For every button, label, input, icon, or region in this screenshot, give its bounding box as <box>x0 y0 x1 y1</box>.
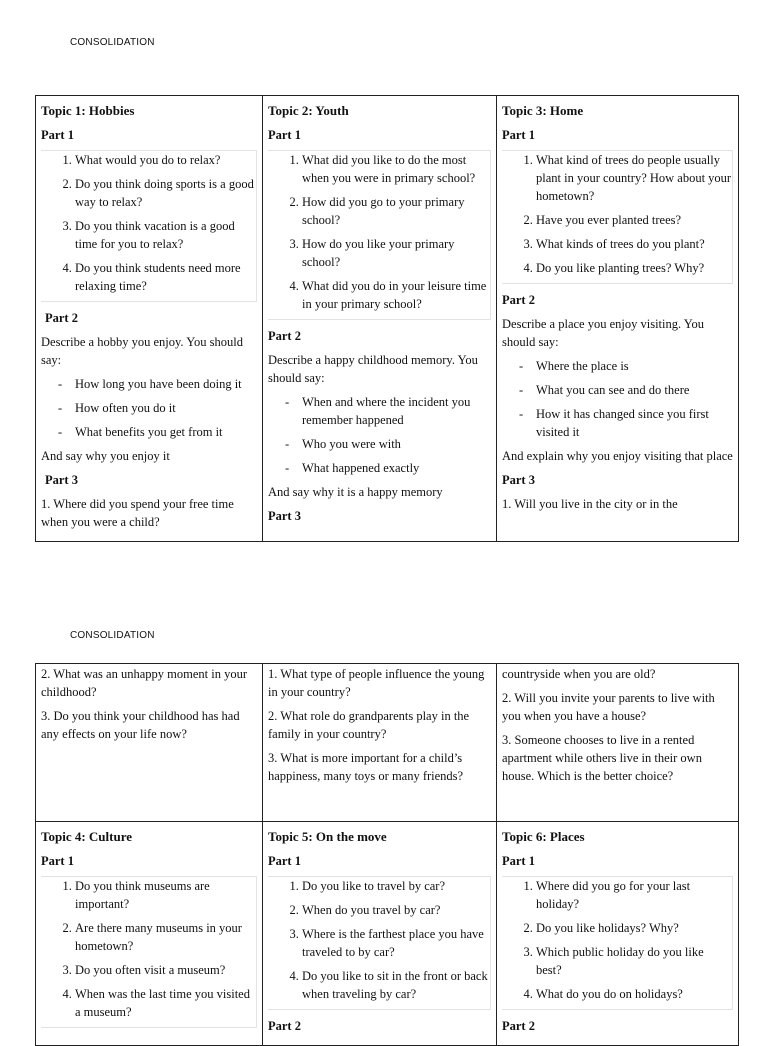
page-header: CONSOLIDATION <box>70 630 155 641</box>
cue-point: - What you can see and do there <box>536 381 733 399</box>
discussion-question: 2. What was an unhappy moment in your childhood? <box>41 667 247 699</box>
question-item: 3. Do you often visit a museum? <box>75 961 256 979</box>
topic-title: Topic 5: On the move <box>268 829 387 844</box>
cue-point: - Who you were with <box>302 435 491 453</box>
question-item: 4. When was the last time you visited a museum? <box>75 985 256 1021</box>
cue-card-prompt: Describe a hobby you enjoy. You should say: <box>41 335 243 367</box>
topics-table-page2 <box>35 663 739 1046</box>
question-item: 2. Have you ever planted trees? <box>536 211 732 229</box>
topic-cell <box>497 822 739 1046</box>
cue-point: - What happened exactly <box>302 459 491 477</box>
question-list <box>502 150 733 284</box>
cue-card-close: And say why it is a happy memory <box>268 485 443 499</box>
topics-table-page1 <box>35 95 739 542</box>
cue-card-points <box>268 393 491 477</box>
cue-card-prompt: Describe a happy childhood memory. You should say: <box>268 353 478 385</box>
cue-card-close: And explain why you enjoy visiting that place <box>502 449 733 463</box>
question-item: 2. How did you go to your primary school? <box>302 193 490 229</box>
question-item: 4. Do you like planting trees? Why? <box>536 259 732 277</box>
continuation-cell <box>36 664 263 822</box>
part-label: Part 2 <box>268 1019 301 1033</box>
part-label: Part 1 <box>41 854 74 868</box>
cue-card-points <box>502 357 733 441</box>
question-item: 3. What kinds of trees do you plant? <box>536 235 732 253</box>
part-label: Part 1 <box>268 854 301 868</box>
topic-title: Topic 2: Youth <box>268 103 349 118</box>
discussion-question: 1. What type of people influence the young in your country? <box>268 667 485 699</box>
question-item: 2. Are there many museums in your hometown? <box>75 919 256 955</box>
question-item: 1. Do you think museums are important? <box>75 877 256 913</box>
part-label: Part 1 <box>41 128 74 142</box>
topic-title: Topic 6: Places <box>502 829 585 844</box>
question-item: 1. Do you like to travel by car? <box>302 877 490 895</box>
discussion-question: 1. Where did you spend your free time when you were a child? <box>41 497 234 529</box>
topic-title: Topic 3: Home <box>502 103 584 118</box>
question-item: 1. What kind of trees do people usually plant in your country? How about your hometown? <box>536 151 732 205</box>
topic-cell <box>497 96 739 542</box>
part-label: Part 3 <box>502 473 535 487</box>
question-item: 2. Do you think doing sports is a good way to relax? <box>75 175 256 211</box>
topic-title: Topic 1: Hobbies <box>41 103 135 118</box>
cue-card-close: And say why you enjoy it <box>41 449 170 463</box>
discussion-question: 3. Someone chooses to live in a rented apartment while others live in their own house. Which is the better choice? <box>502 733 702 783</box>
part-label: Part 3 <box>45 473 78 487</box>
topic-cell <box>263 96 497 542</box>
question-item: 3. Do you think vacation is a good time for you to relax? <box>75 217 256 253</box>
cue-point: - What benefits you get from it <box>75 423 257 441</box>
cue-card-points <box>41 375 257 441</box>
question-item: 4. Do you like to sit in the front or back when traveling by car? <box>302 967 490 1003</box>
cue-point: - How it has changed since you first visited it <box>536 405 733 441</box>
question-item: 4. What did you do in your leisure time in your primary school? <box>302 277 490 313</box>
question-item: 3. Which public holiday do you like best? <box>536 943 732 979</box>
part-label: Part 3 <box>268 509 301 523</box>
question-item: 3. Where is the farthest place you have traveled to by car? <box>302 925 490 961</box>
page-header: CONSOLIDATION <box>70 37 155 48</box>
question-item: 1. What did you like to do the most when you were in primary school? <box>302 151 490 187</box>
question-item: 4. Do you think students need more relaxing time? <box>75 259 256 295</box>
continuation-cell <box>497 664 739 822</box>
question-item: 4. What do you do on holidays? <box>536 985 732 1003</box>
discussion-question: 3. What is more important for a child’s happiness, many toys or many friends? <box>268 751 464 783</box>
part-label: Part 2 <box>502 293 535 307</box>
part-label: Part 2 <box>45 311 78 325</box>
part-label: Part 2 <box>502 1019 535 1033</box>
topic-cell <box>36 822 263 1046</box>
question-list <box>268 876 491 1010</box>
question-item: 1. Where did you go for your last holiday? <box>536 877 732 913</box>
discussion-question: 3. Do you think your childhood has had any effects on your life now? <box>41 709 240 741</box>
part-label: Part 2 <box>268 329 301 343</box>
discussion-question: 1. Will you live in the city or in the <box>502 497 678 511</box>
topic-cell <box>263 822 497 1046</box>
question-item: 1. What would you do to relax? <box>75 151 256 169</box>
topic-cell <box>36 96 263 542</box>
cue-point: - How long you have been doing it <box>75 375 257 393</box>
part-label: Part 1 <box>268 128 301 142</box>
question-item: 2. When do you travel by car? <box>302 901 490 919</box>
discussion-question: 2. What role do grandparents play in the family in your country? <box>268 709 470 741</box>
discussion-question: 2. Will you invite your parents to live with you when you have a house? <box>502 691 715 723</box>
cue-point: - When and where the incident you remember happened <box>302 393 491 429</box>
cue-point: - How often you do it <box>75 399 257 417</box>
cue-point: - Where the place is <box>536 357 733 375</box>
question-list <box>41 150 257 302</box>
cue-card-prompt: Describe a place you enjoy visiting. You should say: <box>502 317 705 349</box>
question-list <box>268 150 491 320</box>
question-list <box>41 876 257 1028</box>
continuation-cell <box>263 664 497 822</box>
question-item: 2. Do you like holidays? Why? <box>536 919 732 937</box>
question-list <box>502 876 733 1010</box>
part-label: Part 1 <box>502 854 535 868</box>
question-item: 3. How do you like your primary school? <box>302 235 490 271</box>
part-label: Part 1 <box>502 128 535 142</box>
topic-title: Topic 4: Culture <box>41 829 133 844</box>
discussion-question: countryside when you are old? <box>502 667 656 681</box>
